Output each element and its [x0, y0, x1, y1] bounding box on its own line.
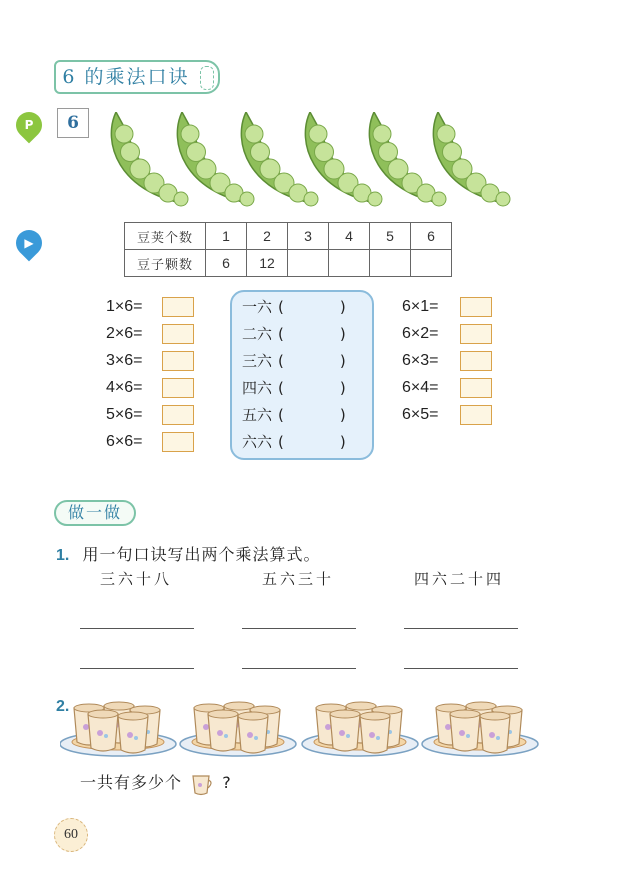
table-cell: 5: [370, 223, 411, 250]
answer-box[interactable]: [162, 351, 194, 371]
page-number: 60: [54, 818, 88, 852]
equation-label: 6×3=: [402, 352, 439, 369]
plate-of-cups: [422, 702, 538, 756]
rhyme-label: 三六十八: [100, 570, 173, 588]
question-text: 用一句口诀写出两个乘法算式。: [82, 545, 321, 564]
practice-banner: 做一做: [54, 500, 136, 526]
question-number: 1.: [56, 547, 70, 564]
video-marker-icon: ▶: [11, 225, 48, 262]
answer-box[interactable]: [162, 432, 194, 452]
pea-pods-illustration: [100, 112, 520, 212]
table-cell-blank[interactable]: [411, 250, 452, 277]
pea-pod: [111, 112, 188, 206]
question-number: 2.: [56, 698, 70, 715]
chant-item[interactable]: 三六 ( ): [242, 352, 346, 370]
chant-label: 三六: [242, 352, 273, 370]
table-cell-blank[interactable]: [288, 250, 329, 277]
chant-item[interactable]: 六六 ( ): [242, 433, 346, 451]
rhyme-label: 五六三十: [262, 570, 335, 588]
answer-box[interactable]: [460, 378, 492, 398]
chant-label: 六六: [242, 433, 273, 451]
answer-line[interactable]: [80, 668, 194, 669]
table-cell-blank[interactable]: [329, 250, 370, 277]
answer-box[interactable]: [460, 405, 492, 425]
plate-of-cups: [180, 702, 296, 756]
chant-label: 四六: [242, 379, 273, 397]
chant-label: 二六: [242, 325, 273, 343]
equation-label: 6×1=: [402, 298, 439, 315]
equation-label: 4×6=: [106, 379, 143, 396]
table-cell: 12: [247, 250, 288, 277]
question-1: [56, 542, 320, 565]
table-cell: 6: [411, 223, 452, 250]
table-header-pods: 豆荚个数: [125, 223, 206, 250]
answer-box[interactable]: [162, 405, 194, 425]
answer-line[interactable]: [80, 628, 194, 629]
answer-line[interactable]: [404, 668, 518, 669]
table-cell: 1: [206, 223, 247, 250]
chant-item[interactable]: 五六 ( ): [242, 406, 346, 424]
equation-label: 3×6=: [106, 352, 143, 369]
question-2-text: [80, 770, 232, 796]
pea-pod: [433, 112, 510, 206]
chant-label: 五六: [242, 406, 273, 424]
answer-box[interactable]: [460, 351, 492, 371]
table-cell-blank[interactable]: [370, 250, 411, 277]
answer-box[interactable]: [162, 297, 194, 317]
rhyme-label: 四六二十四: [414, 570, 505, 588]
chant-item[interactable]: 一六 ( ): [242, 298, 346, 316]
question-text: 一共有多少个: [80, 773, 183, 792]
question-mark: ?: [222, 773, 232, 792]
lesson-title: 6 的乘法口诀: [62, 66, 190, 88]
answer-line[interactable]: [242, 668, 356, 669]
answer-box[interactable]: [162, 378, 194, 398]
example-marker-icon: P: [11, 107, 48, 144]
table-cell: 2: [247, 223, 288, 250]
example-number: 6: [57, 108, 89, 138]
plate-of-cups: [302, 702, 418, 756]
table-header-beans: 豆子颗数: [125, 250, 206, 277]
chant-label: 一六: [242, 298, 273, 316]
table-row: [125, 250, 452, 277]
answer-line[interactable]: [242, 628, 356, 629]
equation-label: 2×6=: [106, 325, 143, 342]
equation-label: 6×2=: [402, 325, 439, 342]
equation-label: 5×6=: [106, 406, 143, 423]
answer-box[interactable]: [460, 297, 492, 317]
lesson-title-banner: [54, 60, 220, 94]
equation-label: 6×4=: [402, 379, 439, 396]
table-cell: 6: [206, 250, 247, 277]
chant-item[interactable]: 二六 ( ): [242, 325, 346, 343]
plate-of-cups: [60, 702, 176, 756]
scroll-curl-decoration: [200, 66, 214, 90]
answer-box[interactable]: [162, 324, 194, 344]
cups-on-plates-illustration: [60, 698, 550, 760]
table-row: [125, 223, 452, 250]
chant-item[interactable]: 四六 ( ): [242, 379, 346, 397]
equation-label: 6×5=: [402, 406, 439, 423]
table-cell: 3: [288, 223, 329, 250]
table-cell: 4: [329, 223, 370, 250]
answer-box[interactable]: [460, 324, 492, 344]
pea-count-table: [124, 222, 452, 277]
equation-label: 6×6=: [106, 433, 143, 450]
equation-label: 1×6=: [106, 298, 143, 315]
answer-line[interactable]: [404, 628, 518, 629]
cup-icon: [190, 772, 214, 796]
